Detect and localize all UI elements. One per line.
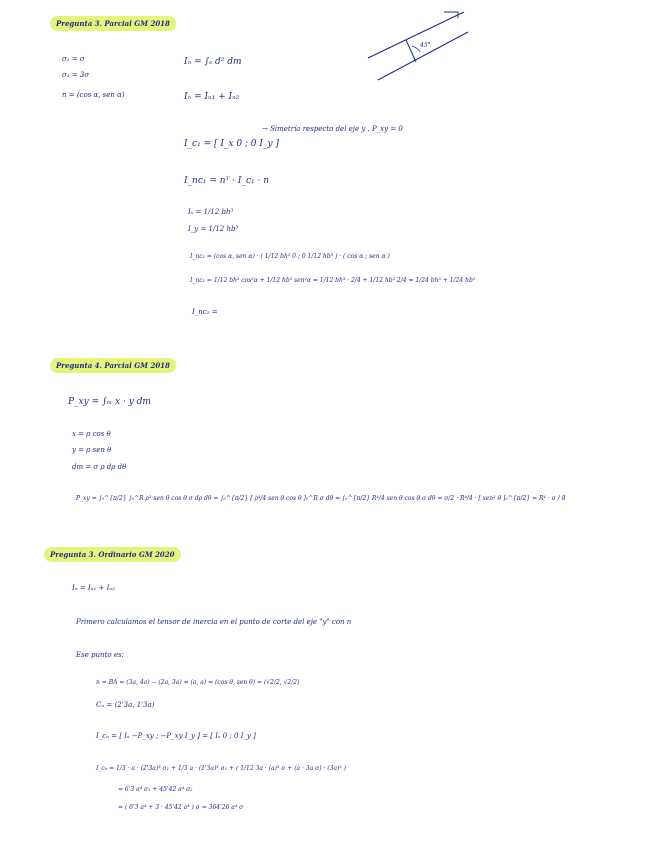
inertia-sum: Iₙ = Iₙ₁ + Iₙ₂ bbox=[184, 92, 240, 102]
inertia-c2: I_nc₂ = bbox=[192, 308, 218, 316]
inertia-tensor-cn: I_cₙ = [ Iₓ −P_xy ; −P_xy I_y ] = [ Iₓ 0 ; 0 I_y ] bbox=[96, 732, 256, 740]
point-sentence: Ese punto es: bbox=[76, 651, 124, 659]
normal-vector: n = (cos α, sen α) bbox=[62, 91, 125, 99]
y-polar: y = ρ sen θ bbox=[72, 446, 112, 454]
mass-element: dm = σ ρ dρ dθ bbox=[72, 463, 127, 471]
projection-formula: I_nc₁ = nᵀ · I_c₁ · n bbox=[184, 176, 270, 186]
intro-sentence: Primero calculamos el tensor de inercia en el punto de corte del eje "y" con n bbox=[76, 618, 352, 626]
inertia-result-c1: I_nc₁ = 1/12 bh³ cos²α + 1/12 hb³ sen²α = 1/12 bh³ · 2/4 + 1/12 hb³ 2/4 = 1/24 bh³ + 1/24 hb³ bbox=[190, 277, 476, 284]
inertia-tensor-c1: I_c₁ = [ I_x 0 ; 0 I_y ] bbox=[184, 139, 279, 149]
angle-label: 45° bbox=[420, 42, 431, 49]
iy-formula: I_y = 1/12 hb³ bbox=[188, 225, 239, 233]
matrix-product: I_nc₁ = (cos α, sen α) · ( 1/12 bh³ 0 ; 0 1/12 hb³ ) · ( cos α ; sen α ) bbox=[190, 253, 390, 260]
inertia-cn-result: = ( 6'3 a⁴ + 3 · 45'42 a⁴ ) σ = 364'26 a⁴ σ bbox=[118, 804, 244, 811]
inertia-cn-step: = 6'3 a⁴ σ₁ + 45'42 a⁴ σ₂ bbox=[118, 786, 193, 793]
sigma-2: σ₂ = 3σ bbox=[62, 71, 90, 79]
direction-vector: n = BA = (3a, 4a) − (2a, 3a) = (a, a) = (cos θ, sen θ) = (√2/2, √2/2) bbox=[96, 679, 300, 686]
section-heading: Pregunta 3. Parcial GM 2018 bbox=[50, 16, 176, 31]
symmetry-note: → Simetría respecto del eje y , P_xy = 0 bbox=[262, 125, 403, 133]
axis-line bbox=[406, 40, 416, 62]
inertia-cn-expansion: I_cₙ = 1/3 · a · (2'3a)³ σ₁ + 1/3 a · (1'3a)³ σ₁ + ( 1/12 3a · (a)³ σ + (a · 3a σ) · (3a)² ) bbox=[96, 765, 347, 772]
ix-formula: Iₓ = 1/12 bh³ bbox=[188, 208, 234, 216]
strip-edge-upper bbox=[368, 12, 464, 58]
centroid: Cₙ = (2'3a, 1'3a) bbox=[96, 701, 155, 709]
inclined-strip-figure bbox=[360, 6, 470, 86]
strip-edge-lower bbox=[378, 32, 468, 80]
inertia-integral: Iₙ = ∫ₛ d² dm bbox=[184, 57, 242, 67]
sigma-1: σ₁ = σ bbox=[62, 55, 85, 63]
section-heading: Pregunta 4. Parcial GM 2018 bbox=[50, 358, 176, 373]
section-heading: Pregunta 3. Ordinario GM 2020 bbox=[44, 547, 181, 562]
product-of-inertia-result: P_xy = ∫₀^{π/2} ∫₀^R ρ³ sen θ cos θ σ dρ dθ = ∫₀^{π/2} [ ρ⁴/4 sen θ cos θ ]₀^R σ dθ = ∫₀^{π/2} R⁴/4 sen θ cos θ σ dθ = σ/2 · R⁴/4 · [ sen² θ ]₀^{π/2} = R⁴ · σ / 8 bbox=[76, 495, 566, 502]
inertia-sum-2: Iₙ = Iₙ₁ + Iₙ₂ bbox=[72, 584, 116, 592]
angle-arc bbox=[412, 46, 420, 52]
x-polar: x = ρ cos θ bbox=[72, 430, 111, 438]
product-of-inertia-integral: P_xy = ∫ₘ x · y dm bbox=[68, 397, 151, 407]
top-corner-mark bbox=[444, 12, 458, 18]
